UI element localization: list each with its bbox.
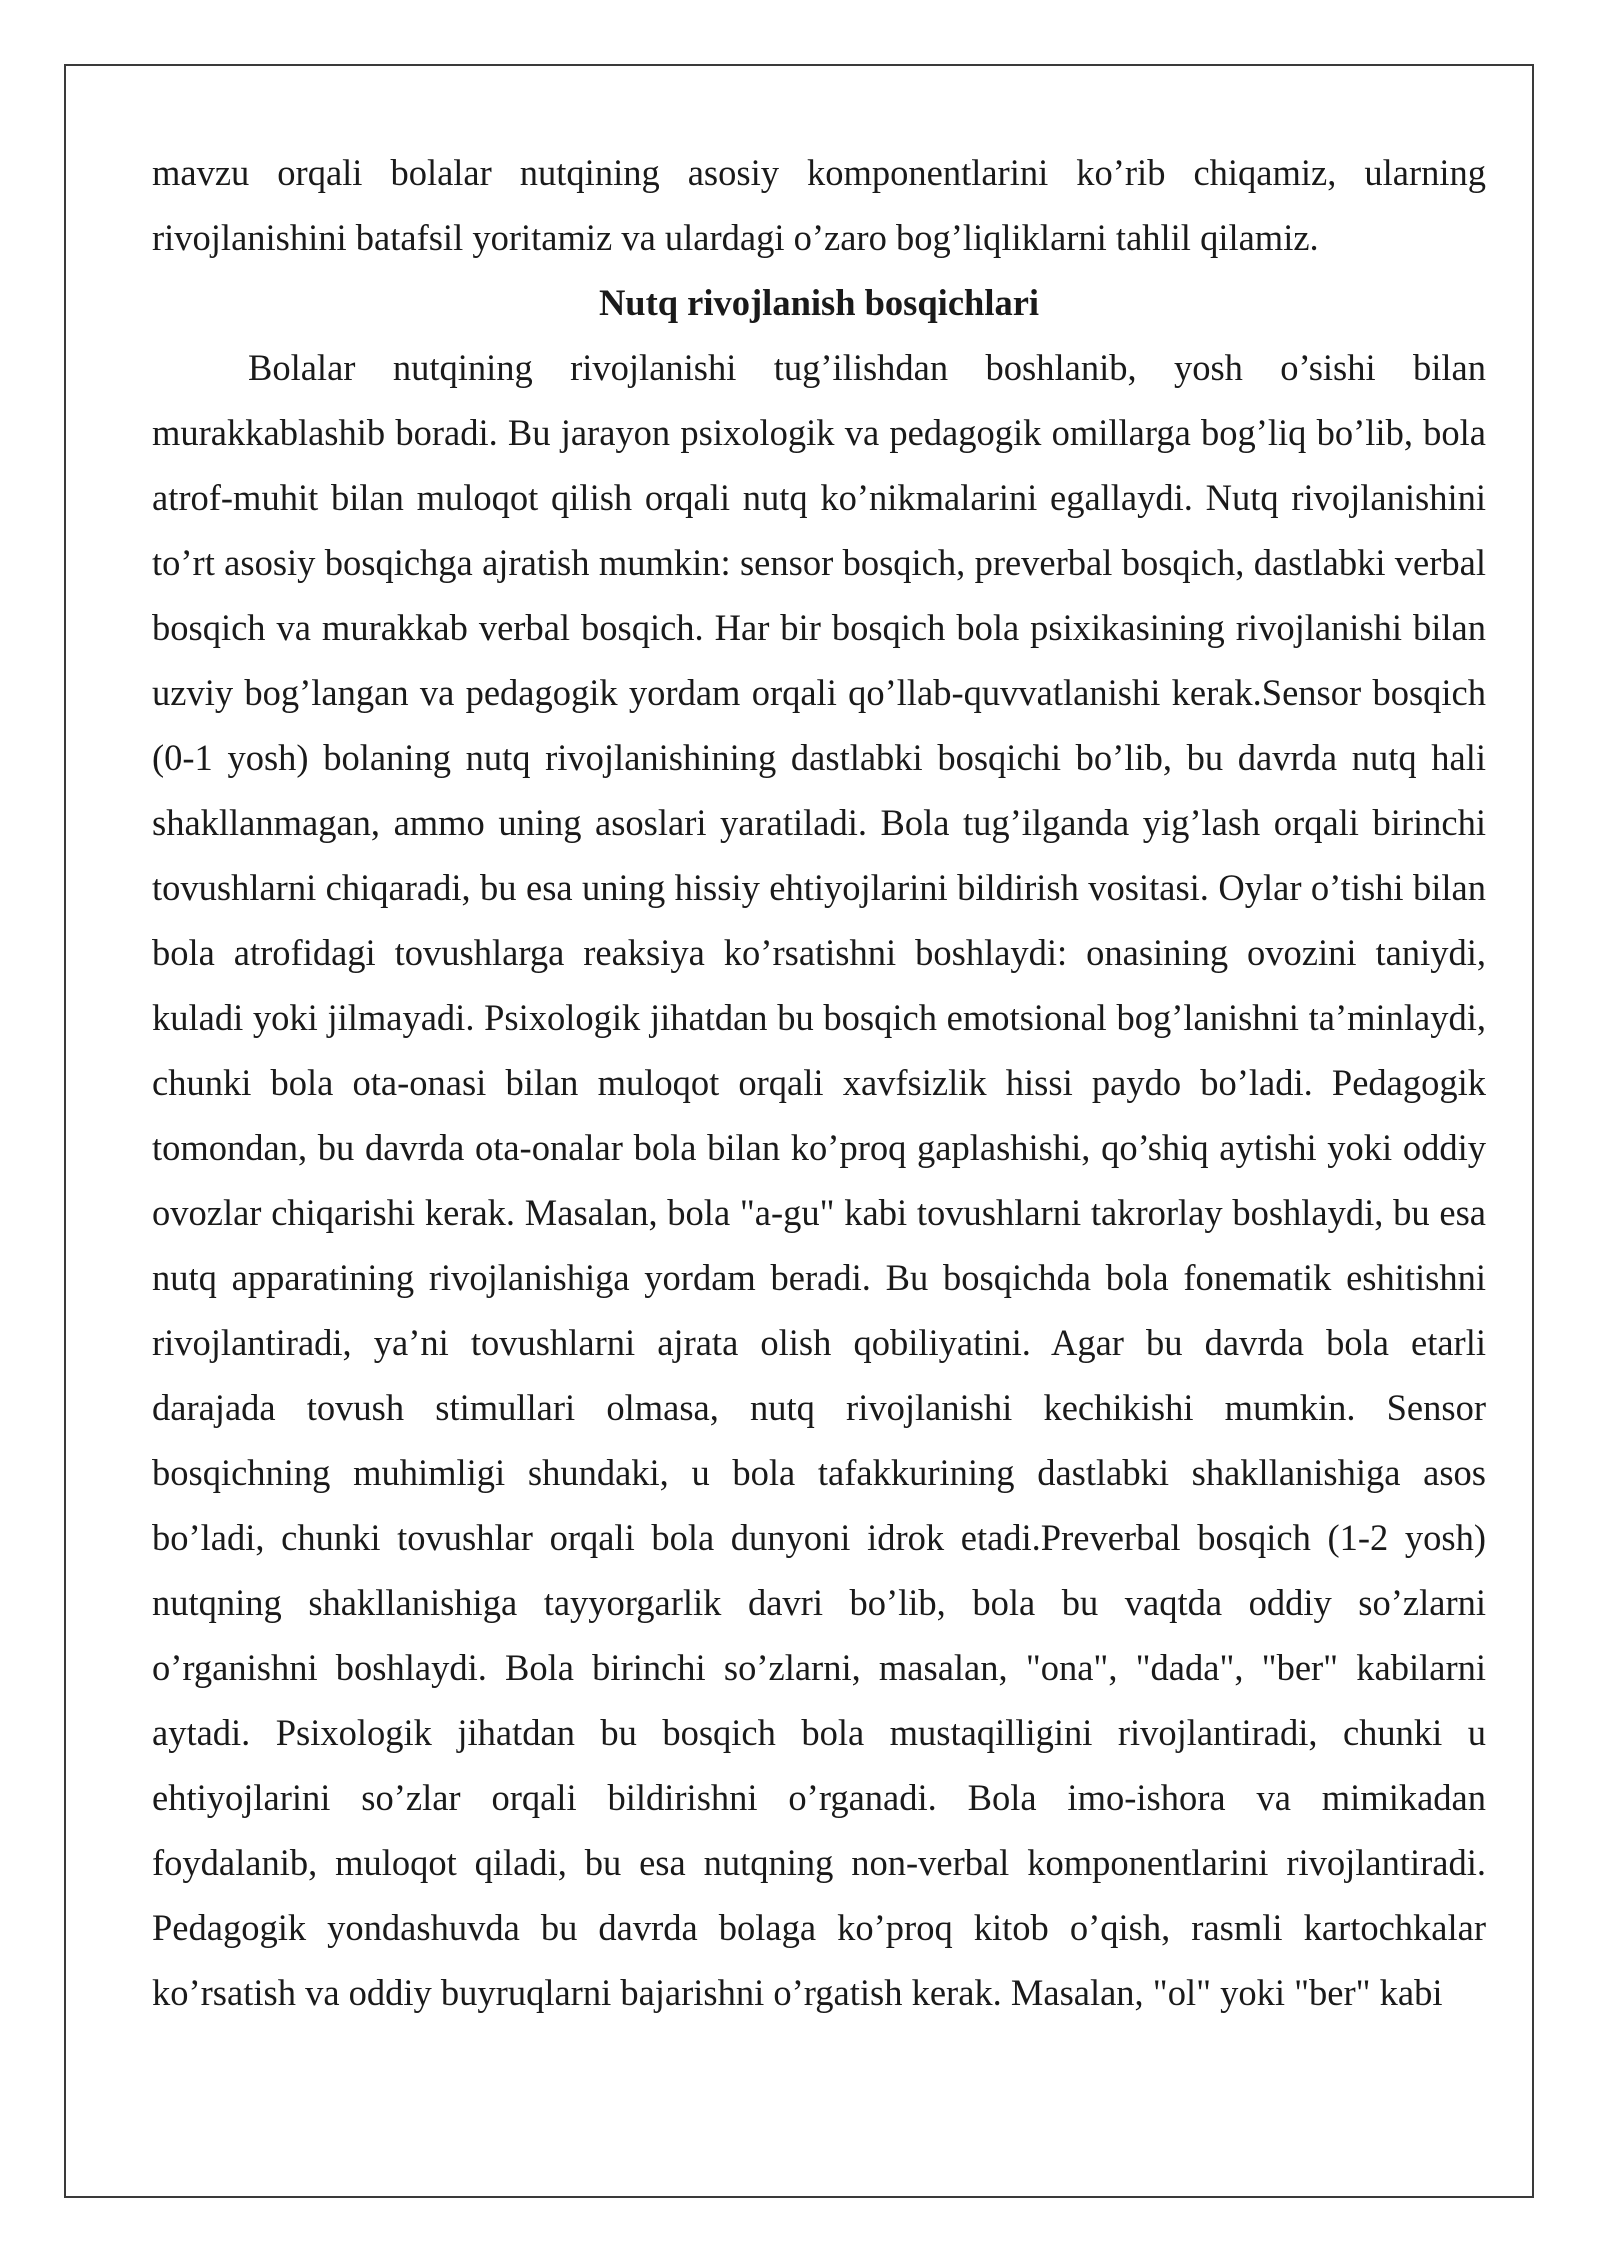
intro-paragraph: mavzu orqali bolalar nutqining asosiy komponentlarini ko’rib chiqamiz, ularning rivojlanishini batafsil yoritamiz va ulardagi o’zaro bog’liqliklarni tahlil qilamiz.: [152, 152, 1486, 258]
section-heading: Nutq rivojlanish bosqichlari: [598, 282, 1040, 323]
document-content: [152, 140, 1486, 2025]
body-paragraph: Bolalar nutqining rivojlanishi tug’ilishdan boshlanib, yosh o’sishi bilan murakkablashib boradi. Bu jarayon psixologik va pedagogik omillarga bog’liq bo’lib, bola atrof-muhit bilan muloqot qilish orqali nutq ko’nikmalarini egallaydi. Nutq rivojlanishini to’rt asosiy bosqichga ajratish mumkin: sensor bosqich, preverbal bosqich, dastlabki verbal bosqich va murakkab verbal bosqich. Har bir bosqich bola psixikasining rivojlanishi bilan uzviy bog’langan va pedagogik yordam orqali qo’llab-quvvatlanishi kerak.Sensor bosqich (0-1 yosh) bolaning nutq rivojlanishining dastlabki bosqichi bo’lib, bu davrda nutq hali shakllanmagan, ammo uning asoslari yaratiladi. Bola tug’ilganda yig’lash orqali birinchi tovushlarni chiqaradi, bu esa uning hissiy ehtiyojlarini bildirish vositasi. Oylar o’tishi bilan bola atrofidagi tovushlarga reaksiya ko’rsatishni boshlaydi: onasining ovozini taniydi, kuladi yoki jilmayadi. Psixologik jihatdan bu bosqich emotsional bog’lanishni ta’minlaydi, chunki bola ota-onasi bilan muloqot orqali xavfsizlik hissi paydo bo’ladi. Pedagogik tomondan, bu davrda ota-onalar bola bilan ko’proq gaplashishi, qo’shiq aytishi yoki oddiy ovozlar chiqarishi kerak. Masalan, bola "a-gu" kabi tovushlarni takrorlay boshlaydi, bu esa nutq apparatining rivojlanishiga yordam beradi. Bu bosqichda bola fonematik eshitishni rivojlantiradi, ya’ni tovushlarni ajrata olish qobiliyatini. Agar bu davrda bola etarli darajada tovush stimullari olmasa, nutq rivojlanishi kechikishi mumkin. Sensor bosqichning muhimligi shundaki, u bola tafakkurining dastlabki shakllanishiga asos bo’ladi, chunki tovushlar orqali bola dunyoni idrok etadi.Preverbal bosqich (1-2 yosh) nutqning shakllanishiga tayyorgarlik davri bo’lib, bola bu vaqtda oddiy so’zlarni o’rganishni boshlaydi. Bola birinchi so’zlarni, masalan, "ona", "dada", "ber" kabilarni aytadi. Psixologik jihatdan bu bosqich bola mustaqilligini rivojlantiradi, chunki u ehtiyojlarini so’zlar orqali bildirishni o’rganadi. Bola imo-ishora va mimikadan foydalanib, muloqot qiladi, bu esa nutqning non-verbal komponentlarini rivojlantiradi. Pedagogik yondashuvda bu davrda bolaga ko’proq kitob o’qish, rasmli kartochkalar ko’rsatish va oddiy buyruqlarni bajarishni o’rgatish kerak. Masalan, "ol" yoki "ber" kabi: [152, 347, 1486, 2013]
